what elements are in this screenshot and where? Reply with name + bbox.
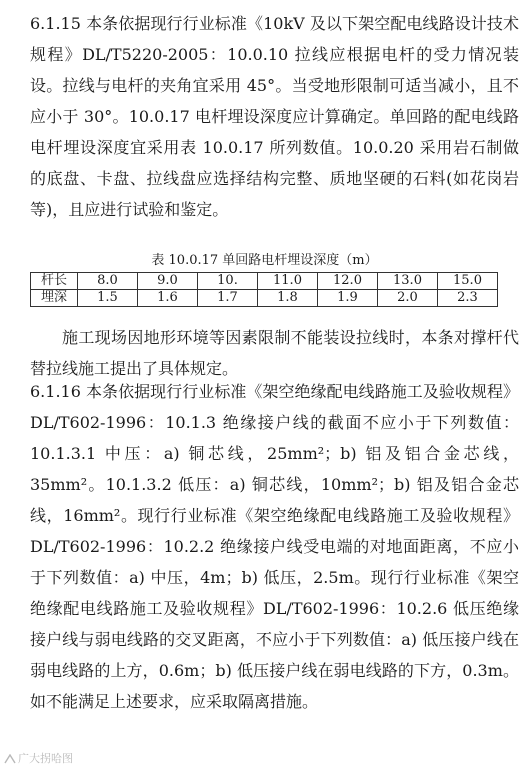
table-cell: 1.5 xyxy=(78,290,138,307)
note-paragraph: 施工现场因地形环境等因素限制不能装设拉线时，本条对撑杆代替拉线施工提出了具体规定。 xyxy=(30,328,519,378)
watermark-text: 广大拐哈图 xyxy=(18,752,73,765)
table-cell: 2.3 xyxy=(438,290,498,307)
table-cell: 1.9 xyxy=(318,290,378,307)
section-6-1-15-paragraph: 6.1.15 本条依据现行行业标准《10kV 及以下架空配电线路设计技术规程》DL/T5220-2005：10.0.10 拉线应根据电杆的受力情况装设。拉线与电杆的夹角宜采用 45°。当受地形限制可适当减小，且不应小于 30°。10.0.17 电杆埋设深度应计算确定。单回路的配电线路电杆埋设深度宜采用表 10.0.17 所列数值。10.0.20 采用岩石制做的底盘、卡盘、拉线盘应选择结构完整、质地坚硬的石料(如花岗岩等)，且应进行试验和鉴定。 xyxy=(30,14,519,219)
table-cell: 9.0 xyxy=(138,273,198,290)
table-row-burial-depth xyxy=(31,290,498,307)
table-cell: 10. xyxy=(198,273,258,290)
table-cell: 13.0 xyxy=(378,273,438,290)
row-header-pole-length: 杆长 xyxy=(31,273,78,290)
watermark-logo-icon xyxy=(4,754,16,764)
table-cell: 11.0 xyxy=(258,273,318,290)
burial-depth-table xyxy=(30,272,498,307)
table-caption: 表 10.0.17 单回路电杆埋设深度（m） xyxy=(151,253,378,268)
section-6-1-16-paragraph: 6.1.16 本条依据现行行业标准《架空绝缘配电线路施工及验收规程》DL/T602-1996：10.1.3 绝缘接户线的截面不应小于下列数值：10.1.3.1 中压：a) 铜芯线，25mm²；b) 铝及铝合金芯线，35mm²。10.1.3.2 低压：a) 铜芯线，10mm²；b) 铝及铝合金芯线，16mm²。现行行业标准《架空绝缘配电线路施工及验收规程》DL/T602-1996：10.2.2 绝缘接户线受电端的对地面距离，不应小于下列数值：a) 中压，4m；b) 低压，2.5m。现行行业标准《架空绝缘配电线路施工及验收规程》DL/T602-1996：10.2.6 低压绝缘接户线与弱电线路的交叉距离，不应小于下列数值：a) 低压接户线在弱电线路的上方，0.6m；b) 低压接户线在弱电线路的下方，0.3m。如不能满足上述要求，应采取隔离措施。 xyxy=(30,382,519,711)
table-row-pole-length xyxy=(31,273,498,290)
table-cell: 1.6 xyxy=(138,290,198,307)
table-cell: 15.0 xyxy=(438,273,498,290)
table-cell: 2.0 xyxy=(378,290,438,307)
table-cell: 8.0 xyxy=(78,273,138,290)
table-cell: 1.7 xyxy=(198,290,258,307)
watermark xyxy=(4,750,73,766)
table-cell: 1.8 xyxy=(258,290,318,307)
row-header-burial-depth: 埋深 xyxy=(31,290,78,307)
table-cell: 12.0 xyxy=(318,273,378,290)
